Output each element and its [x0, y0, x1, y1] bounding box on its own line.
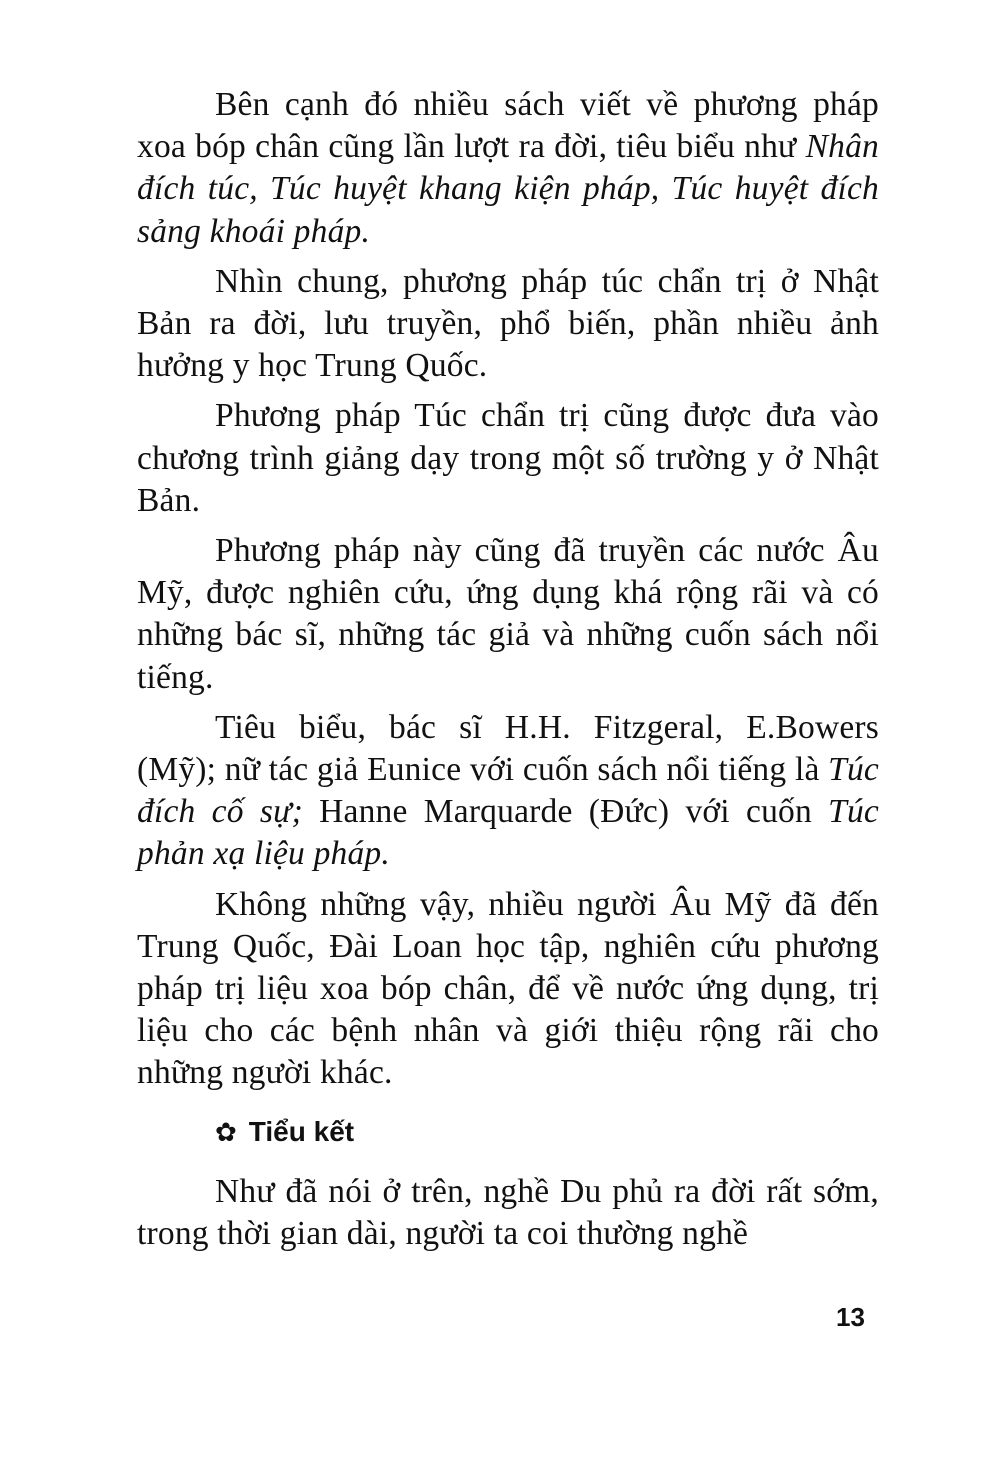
paragraph-1-italic-titles: Nhân đích túc, Túc huyệt khang kiện pháp, Túc huyệt đích sảng khoái pháp.: [137, 128, 879, 250]
page-body: [137, 84, 879, 1263]
paragraph-2: Nhìn chung, phương pháp túc chẩn trị ở Nhật Bản ra đời, lưu truyền, phổ biến, phần nhiều ảnh hưởng y học Trung Quốc.: [137, 262, 879, 385]
paragraph-5-text-a: Tiêu biểu, bác sĩ H.H. Fitzgeral, E.Bowers (Mỹ); nữ tác giả Eunice với cuốn sách nổi tiếng là: [137, 708, 879, 789]
paragraph-3: Phương pháp Túc chẩn trị cũng được đưa vào chương trình giảng dạy trong một số trường y ở Nhật Bản.: [137, 397, 879, 519]
paragraph-1-text: Bên cạnh đó nhiều sách viết về phương pháp xoa bóp chân cũng lần lượt ra đời, tiêu biểu như: [137, 86, 879, 166]
flower-icon: ✿: [215, 1116, 237, 1147]
paragraph-1: [137, 84, 879, 253]
paragraph-5-italic-title-1: Túc đích cố sự;: [137, 751, 879, 831]
paragraph-5-text-b: Hanne Marquarde (Đức) với cuốn: [302, 793, 829, 831]
paragraph-5: [137, 707, 879, 876]
page-number: 13: [836, 1302, 865, 1332]
paragraph-4: Phương pháp này cũng đã truyền các nước Âu Mỹ, được nghiên cứu, ứng dụng khá rộng rãi và có những bác sĩ, những tác giả và những cuốn sách nổi tiếng.: [137, 532, 879, 696]
paragraph-6: Không những vậy, nhiều người Âu Mỹ đã đến Trung Quốc, Đài Loan học tập, nghiên cứu phương pháp trị liệu xoa bóp chân, để về nước ứng dụng, trị liệu cho các bệnh nhân và giới thiệu rộng rãi cho những người khác.: [137, 885, 879, 1092]
section-heading: [215, 1115, 879, 1149]
paragraph-final: Như đã nói ở trên, nghề Du phủ ra đời rất sớm, trong thời gian dài, người ta coi thường nghề: [137, 1172, 879, 1252]
section-heading-label: Tiểu kết: [248, 1115, 355, 1147]
paragraph-5-italic-title-2: Túc phản xạ liệu pháp.: [137, 793, 879, 873]
